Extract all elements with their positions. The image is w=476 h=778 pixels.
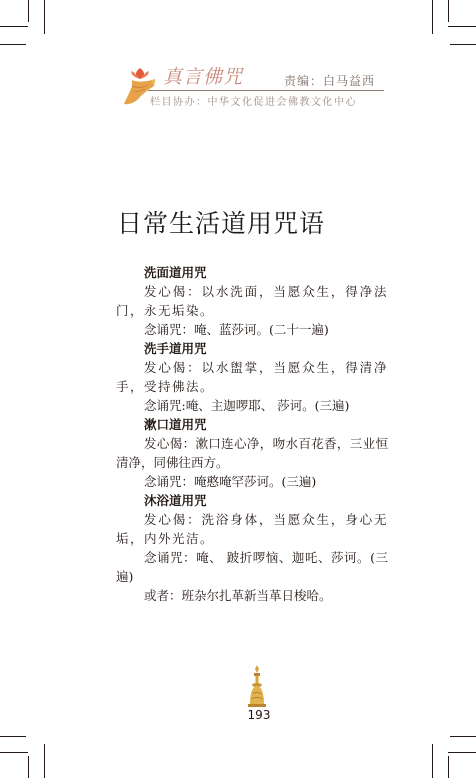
page-number: 193: [247, 708, 271, 722]
crop-mark: [0, 752, 28, 753]
column-title: 真言佛咒: [163, 66, 244, 88]
crop-mark: [448, 756, 449, 778]
mantra-text: 念诵咒：唵、 跛折啰恼、迦吒、莎诃。(三遍): [116, 550, 388, 584]
crop-mark: [0, 44, 26, 45]
mantra-text: 念诵咒:唵、主迦啰耶、 莎诃。(三遍): [144, 398, 350, 413]
verse-text: 发心偈：漱口连心净，吻水百花香，三业恒清净，同佛往西方。: [116, 436, 388, 470]
crop-mark: [0, 736, 26, 737]
crop-mark: [448, 26, 476, 27]
crop-mark: [0, 26, 28, 27]
section-heading: 沐浴道用咒: [144, 493, 207, 508]
article-body: [116, 263, 388, 605]
crop-mark: [432, 0, 433, 34]
crop-mark: [432, 744, 433, 778]
verse-text: 发心偈：以水洗面，当愿众生，得净法门，永无垢染。: [116, 284, 388, 318]
crop-mark: [450, 736, 476, 737]
crop-mark: [44, 0, 45, 34]
verse-text: 发心偈：以水盥掌，当愿众生，得清净手，受持佛法。: [116, 360, 388, 394]
crop-mark: [28, 0, 29, 22]
crop-mark: [28, 756, 29, 778]
section-heading: 洗面道用咒: [144, 265, 207, 280]
crop-mark: [448, 0, 449, 22]
editor-credit: 责编：白马益西: [284, 74, 376, 88]
vajra-bell-icon: [245, 664, 269, 708]
crop-mark: [450, 44, 476, 45]
column-sponsor: 栏目协办：中华文化促进会佛教文化中心: [150, 97, 357, 108]
mantra-text: 念诵咒：唵憨唵罕莎诃。(三遍): [144, 474, 317, 489]
section-heading: 洗手道用咒: [144, 341, 207, 356]
section-heading: 漱口道用咒: [144, 417, 207, 432]
page-title: 日常生活道用咒语: [117, 209, 326, 238]
crop-mark: [448, 752, 476, 753]
crop-mark: [44, 744, 45, 778]
header-rule: [148, 90, 384, 91]
closing-text: 或者：班杂尔扎革新当革日梭哈。: [144, 588, 332, 603]
verse-text: 发心偈：洗浴身体，当愿众生，身心无垢，内外光洁。: [116, 512, 388, 546]
mantra-text: 念诵咒：唵、蓝莎诃。(二十一遍): [144, 322, 329, 337]
